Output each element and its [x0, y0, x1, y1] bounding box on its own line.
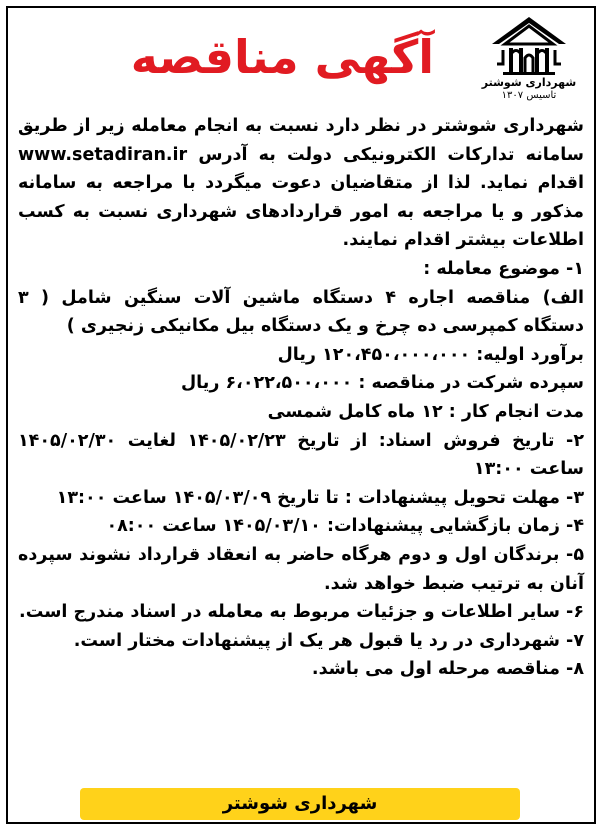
intro-text-part1: شهرداری شوشتر در نظر دارد نسبت به انجام معامله زیر از طریق سامانه تدارکات الکترونیکی دولت به آدرس [18, 116, 584, 165]
subject-heading: ۱- موضوع معامله : [423, 258, 584, 279]
estimate-line: برآورد اولیه: ۱۲۰،۴۵۰،۰۰۰،۰۰۰ ریال [277, 344, 584, 365]
subject-detail: الف) مناقصه اجاره ۴ دستگاه ماشین آلات سنگین شامل ( ۳ دستگاه کمپرسی ده چرخ و یک دستگاه بیل مکانیکی زنجیری ) [18, 287, 584, 337]
winners-clause: ۵- برندگان اول و دوم هرگاه حاضر به انعقاد قرارداد نشوند سپرده آنان به ترتیب ضبط خواهد شد. [18, 544, 584, 594]
other-info-clause: ۶- سایر اطلاعات و جزئیات مربوط به معامله در اسناد مندرج است. [19, 602, 584, 623]
footer-signature: شهرداری شوشتر [80, 788, 520, 820]
notice-title: آگهی مناقصه [130, 30, 434, 84]
submission-deadline-line: ۳- مهلت تحویل پیشنهادات : تا تاریخ ۱۴۰۵/۰۳/۰۹ ساعت ۱۳:۰۰ [56, 487, 584, 508]
municipality-logo [474, 14, 584, 110]
stage-clause: ۸- مناقصه مرحله اول می باشد. [311, 659, 584, 680]
logo-founded-year: تاسیس ۱۳۰۷ [501, 90, 557, 101]
intro-paragraph [18, 112, 584, 255]
notice-header [8, 12, 594, 112]
rights-clause: ۷- شهرداری در رد یا قبول هر یک از پیشنهادات مختار است. [73, 630, 584, 651]
deposit-line: سپرده شرکت در مناقصه : ۶،۰۲۲،۵۰۰،۰۰۰ ریال [181, 373, 584, 394]
intro-text-part2: اقدام نماید. لذا از متقاضیان دعوت میگردد با مراجعه به سامانه مذکور و یا مراجعه به امور قراردادهای شهرداری نسبت به کسب اطلاعات بیشتر اقدام نمایند. [18, 173, 584, 251]
sale-dates-line: ۲- تاریخ فروش اسناد: از تاریخ ۱۴۰۵/۰۲/۲۳ لغایت ۱۴۰۵/۰۲/۳۰ ساعت ۱۳:۰۰ [18, 430, 584, 480]
setadiran-url: www.setadiran.ir [18, 144, 188, 165]
duration-line: مدت انجام کار : ۱۲ ماه کامل شمسی [267, 401, 584, 422]
opening-time-line: ۴- زمان بازگشایی پیشنهادات: ۱۴۰۵/۰۳/۱۰ ساعت ۰۸:۰۰ [106, 516, 584, 537]
notice-body [18, 112, 584, 684]
municipality-emblem-icon [489, 14, 569, 76]
logo-name: شهرداری شوشتر [481, 76, 577, 89]
